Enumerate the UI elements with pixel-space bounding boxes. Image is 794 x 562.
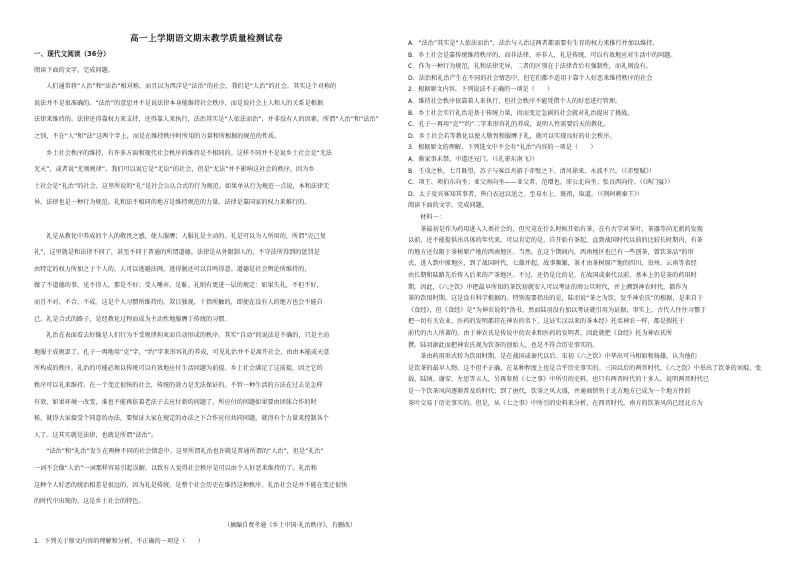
right-line-11: B．壬戌之秋，七月既望，苏子与客泛舟游于赤壁之下。清风徐来，水波不兴。（《赤壁赋》） [408,167,655,175]
right-line-14: 阅读下面的文字，完成问题。 [408,202,488,210]
right-line-21: 期。因此，《六之饮》中把最早所知的茶饮初就安人可以考证的周公旦时代，并上溯到神农时代，都作为 [408,283,688,291]
left-line-13: 由特定的权力所加之于个人的。人可以逃避法网，逃得脱还可以自鸣得意。道德是社会舆论所维持的， [34,265,311,273]
left-line-4: 法律来维持的。法律还得靠权力来支持，还得靠人来执行，法治其实是“人依法而治”，并非没有人的因素。所谓“人治”和“法治” [34,116,379,124]
left-line-0: 一、现代文阅读（36分） [34,50,110,58]
right-line-15: 材料一： [408,214,445,221]
right-line-6: B．乡土社会实行礼治是基于传统力量，因而变迁急剧的社会就对礼治提出了挑战。 [408,109,634,117]
right-line-17: 以前，还不能提供出具体的年代来。可以肯定的是，自开始有茶起，直到战国时代以前的比较长时期内，有茶 [408,237,703,245]
left-line-7: 无天”，或者说“无须规律”。我们可以说它是“无讼”的社会，但是“无法”并不影响这社会的秩序，因为乡 [34,166,315,174]
exam-title: 高一上学期语文期末教学质量检测试卷 [130,34,283,44]
left-line-25: 一词不会像“人治”一词那样容易引起误解，以致有人觉得社会秩序是可以由个人好恶来维持的了。礼治和 [34,465,317,472]
left-line-20: 秩序可以礼来维持。在一个变迁很快的社会，传统的效力是无法保证的。不管一种生活的方法在过去是怎样 [34,382,323,389]
right-line-10: A．渐家事未禁，中道还兄门。（《孔雀东南飞》） [408,156,539,163]
right-line-3: D．法治和礼治产生在不同的社会情态中，但它们都不适用于靠个人好恶来维持秩序的社会 [408,74,653,82]
left-line-3: 说法并不是很准确的。“法治”的意思并不是说法律本身能维持社会秩序，而是说社会上人和人的关系是根据 [34,99,324,107]
left-line-19: 所构成的秩序。礼治的可能必须以传统可以有效地应付生活问题为前提。乡土社会满足了这前提，因之它的 [34,365,323,373]
right-line-28: 是饮茶的最早人物。这不但不正确，在某种程度上也是合乎历史事实的。三国以后的两晋时代，《六之饮》中举出了饮茶的刘琨、张 [408,364,762,372]
right-line-22: 茶的饮用时期，这是没有科学根据的。特别需要指出的是，陆羽说“茶之为饮，发乎神农氏”的根据，是来自于 [408,295,704,303]
right-line-1: B．乡土社会是靠传统维持秩序的，而非法律、亦非人，礼是传统，可以有效地应对生活中的问题。 [408,51,677,59]
right-line-30: 是一个饮茶风尚逐渐普及的时代；到了唐代，饮茶之风大盛，并通商销售于北方地方已成为一个地方性的 [408,388,691,395]
left-line-12: 礼”，这里就是和法律不同了，甚至不同于普通的所谓道德。法律是从外限制人的，不守法所得到的惩罚是 [34,249,320,257]
right-line-5: A．维持社会秩序依靠着人来执行，但社会秩序不能凭借个人的好恶进行管理。 [408,98,622,105]
right-line-26: 撰。陆羽据此而把神农氏视为饮茶的创始人，也是不符合历史事实的。 [408,341,599,349]
right-line-27: 茶由药用形式转为饮用时期，是在战国或秦代以后。宋初《六之饮》中华出可马相如和扬雄，认为他们 [408,353,697,361]
left-line-14: 做了不道德的事，见不得人，那是不好；受人唾弃，是耻。礼则有更进一层的规定：如果失礼，不但不好， [34,282,323,290]
left-line-27: 的时代中出现的，这是乡土社会的特色。 [34,498,145,506]
right-line-29: 载、陆纳、谢安、左思等五人，另再参照《七之事》中所引的史料，也只有两晋时代的十多人，说明两晋时代已 [408,376,710,384]
left-line-26: 这种个人好恶的统治相差是很远的，因为礼是传统，是整个社会历史在维持这种秩序。礼治社会是并不能在变迁很快 [34,481,348,489]
right-line-2: C．作为一种行为规范，礼和法律无异，二者的区别在于法律背后有强制性，而礼则没有。 [408,63,652,71]
right-line-23: 《食经》，但《食经》是“为神农说的”伪书，然而陆羽没有加以考证就引用为证据，事实上，古代人往往习惯于 [408,306,707,314]
left-line-17: 礼治在表面看去好像是人们行为不受规律拘束而自动形成的秩序。其实“自动”的说法是不确的，只是主动 [34,332,330,340]
right-line-20: 由长期和陆路先后传入后来的产茶地区。不过，还仍是比的是，在战国或秦代以前，基本上仍是茶的药用时 [408,272,697,279]
right-line-19: 式，进入到中原地区，到了战国时代，七雄并起，战事频繁，茶才由茶树原产地的四川、贵州、云南等省经 [408,260,697,268]
right-line-9: 3．根据原文的理解，下列选文中不会有“礼治”内容的一项是（ ） [408,144,597,152]
left-line-22: 候，就得大家接受个同意的办法，要保证大家在规定的办法之下合作应付共同问题，就得有个力量来控制各个 [34,415,329,423]
left-line-18: 地服于成规罢了。孔子一再地用“克”字，“约”字来形容礼的养成，可见礼治并不是离开社会，由由本能或天意 [34,348,330,356]
right-line-31: 茶叶交易于历史事实的。但是，从《七之事》中所引的史料来分析，在西晋时代，南方的饮茶风尚已经北方为 [408,399,703,407]
left-line-15: 而且不对、不合、不成。这是个人习惯所维持的。双目独视，十指所触的，即使在没有人的地方也会不能自 [34,299,323,306]
left-line-21: 有效，如果环境一改变，谁也不能再依着老法子去应付新的问题了。所应付的问题如果要由团体合作的时 [34,398,317,406]
left-line-11: 礼是从教化中养成的个人的敬畏之感，使人服膺；人服礼是主动的。礼是可以为人所用的，所谓“克己复 [34,232,326,240]
right-line-4: 2．根据原文内容，下列说法不正确的一项是（ ） [408,86,554,94]
question-1: 1．下列关于原文内容的理解和分析，不正确的一项是（ ） [34,538,204,545]
left-line-5: 之别，不在“人”和“法”这两个字上，而是在维持秩序时所用的力量和所根据的规范的性质。 [34,133,281,140]
right-line-0: A．“法治”其实是“人依法而治”，法治与人治这两者都需要有生存的权力来推行并加以维持。 [408,40,659,47]
left-line-1: 阅读下面的文字，完成问题。 [34,66,114,74]
right-line-13: D．太子及宾客知其事者，皆白衣冠以送之。至易水上，既祖，取道。（《荆轲刺秦王》） [408,190,644,198]
source-note: （摘编自费孝通《乡土中国·礼治秩序》，有删改） [224,522,357,529]
right-line-18: 的地方还仅限于茶树原产地的西南地区。当然，在这个期间内，西南地区也已有一些创茶，曾饮茶品“的形 [408,248,694,256]
right-line-12: C．项王、项伯东向坐；亚父南向坐——亚父者，范增也。沛公北向坐；张良西向侍。（《鸿门宴》） [408,179,674,187]
left-line-2: 人们通常将“人治”和“法治”相对称，而且以为西洋是“法治”的社会，我们是“人治”的社会。其实这个对称的 [34,83,337,91]
right-line-25: 前代的古人所著的。由于神农氏是传说中的农业和医药的发明者，因此就把《食经》托为神农氏所 [408,330,673,337]
right-line-16: 茶最初是作为药用进入人类社会的，但究竟在什么时候开始有茶，在有古学对茶叶，茶器等尚无新的发现 [408,225,703,233]
right-line-24: 把一切有关农业、医药的发明都挂在神农的名下，这证实汉以来的茶本经》托名神农一样，都是假托于 [408,318,685,326]
left-line-23: 人了。这其实就是法律，也就是所谓“法治”。 [34,431,158,439]
right-line-8: D．乡土社会若等教化以使人敬畏和服膺于礼，就可以实现良好的社会秩序。 [408,132,616,140]
left-line-24: “法治”和“礼治”发生在两种不同的社会情态中。这里所谓礼治也许就是普通所谓的“人治”，但是“礼治” [34,448,324,456]
left-line-8: 土社会是“礼治”的社会。这里所说的“礼”是社会公认合式的行为规范。如果单从行为规范一点说，本和法律无 [34,182,330,190]
left-line-6: 乡土社会秩序的维持，有许多方面和现代社会秩序的维持是不相同的。这样不同并不是说乡土社会是“无法 [34,149,333,157]
left-line-16: 已。礼是合式的路子，是经教化过程而成为主动性地服膺于传统的习惯。 [34,315,231,323]
right-line-7: C．孔子一再用“克”“约”二字来形容礼的养成，说明人性需要后天的教化。 [408,121,610,129]
left-line-9: 异，法律也是一种行为规范。礼和法不相同的地方是维持规范的力量。法律是靠国家的权力来推行的。 [34,199,311,207]
